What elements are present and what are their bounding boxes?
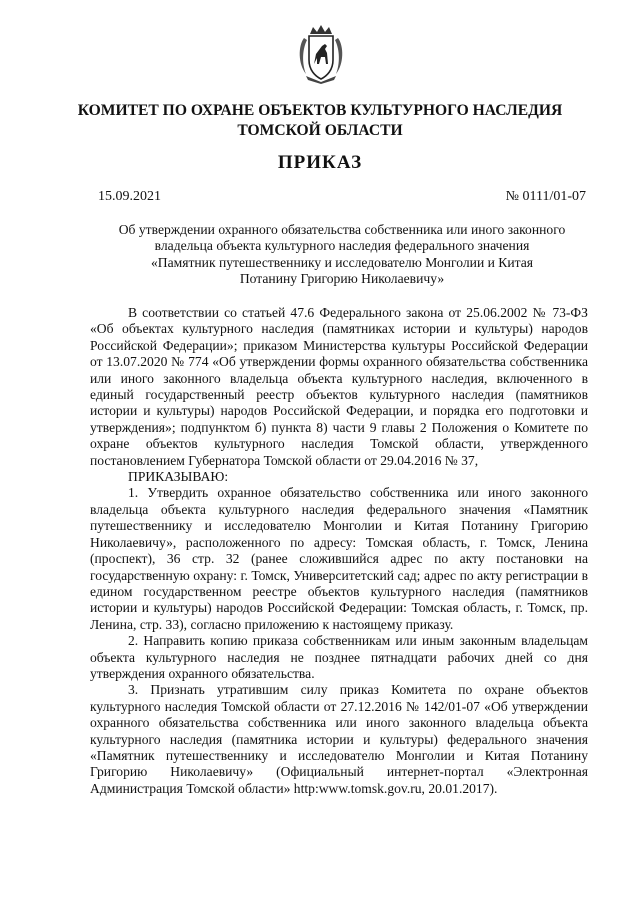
preamble-paragraph: В соответствии со статьей 47.6 Федерального закона от 25.06.2002 № 73-ФЗ «Об объектах культурного наследия (памятниках истории и культуры) народов Российской Федерации»; приказом Министерства культуры Российской Федерации от 13.07.2020 № 774 «Об утверждении формы охранного обязательства собственника или иного законного владельца объекта культурного наследия, включенного в единый государственный реестр объектов культурного наследия (памятников истории и культуры) народов Российской Федерации, и порядка его подготовки и утверждения»; подпунктом б) пункта 8) части 9 главы 2 Положения о Комитете по охране объектов культурного наследия Томской области, утвержденного постановлением Губернатора Томской области от 29.04.2016 № 37, bbox=[90, 305, 588, 468]
subject-line3: «Памятник путешественнику и исследователю Монголии и Китая bbox=[150, 254, 534, 270]
document-date: 15.09.2021 bbox=[98, 189, 161, 204]
document-title: ПРИКАЗ bbox=[277, 152, 363, 173]
document-subject bbox=[98, 222, 586, 287]
order-word: ПРИКАЗЫВАЮ: bbox=[128, 469, 229, 485]
organization-name-line2: ТОМСКОЙ ОБЛАСТИ bbox=[237, 122, 403, 139]
order-item-1: 1. Утвердить охранное обязательство собственника или иного законного владельца объекта культурного наследия федерального значения «Памятник путешественнику и исследователю Монголии и Китая Потанину Григорию Николаевичу», расположенного по адресу: Томская область, г. Томск, Ленина (проспект), 36 стр. 32 (ранее сложившийся адрес по акту постановки на государственную охрану: г. Томск, Университетский сад; адрес по акту регистрации в едином государственном реестре объектов культурного наследия (памятников истории и культуры) народов Российской Федерации: Томская область, г. Томск, пр. Ленина, стр. 33), согласно приложению к настоящему приказу. bbox=[90, 485, 588, 632]
document-body bbox=[90, 305, 588, 797]
organization-name bbox=[60, 101, 580, 141]
subject-line1: Об утверждении охранного обязательства собственника или иного законного bbox=[118, 222, 566, 237]
document-number: № 0111/01-07 bbox=[505, 189, 586, 204]
order-item-3: 3. Признать утратившим силу приказ Комитета по охране объектов культурного наследия Томской области от 27.12.2016 № 142/01-07 «Об утверждении охранного обязательства собственника или иного законного владельца объекта культурного наследия (памятника истории и культуры) федерального значения «Памятник путешественнику и исследователю Монголии и Китая Потанину Григорию Николаевичу» (Официальный интернет-портал «Электронная Администрация Томской области» http:www.tomsk.gov.ru, 20.01.2017). bbox=[90, 682, 588, 796]
subject-line4: Потанину Григорию Николаевичу» bbox=[239, 270, 445, 286]
tomsk-coat-of-arms-icon bbox=[296, 24, 346, 84]
organization-name-line1: КОМИТЕТ ПО ОХРАНЕ ОБЪЕКТОВ КУЛЬТУРНОГО НАСЛЕДИЯ bbox=[77, 102, 563, 119]
subject-line2: владельца объекта культурного наследия федерального значения bbox=[154, 238, 530, 254]
order-item-2: 2. Направить копию приказа собственникам или иным законным владельцам объекта культурного наследия не позднее пятнадцати рабочих дней со дня утверждения охранного обязательства. bbox=[90, 633, 588, 681]
